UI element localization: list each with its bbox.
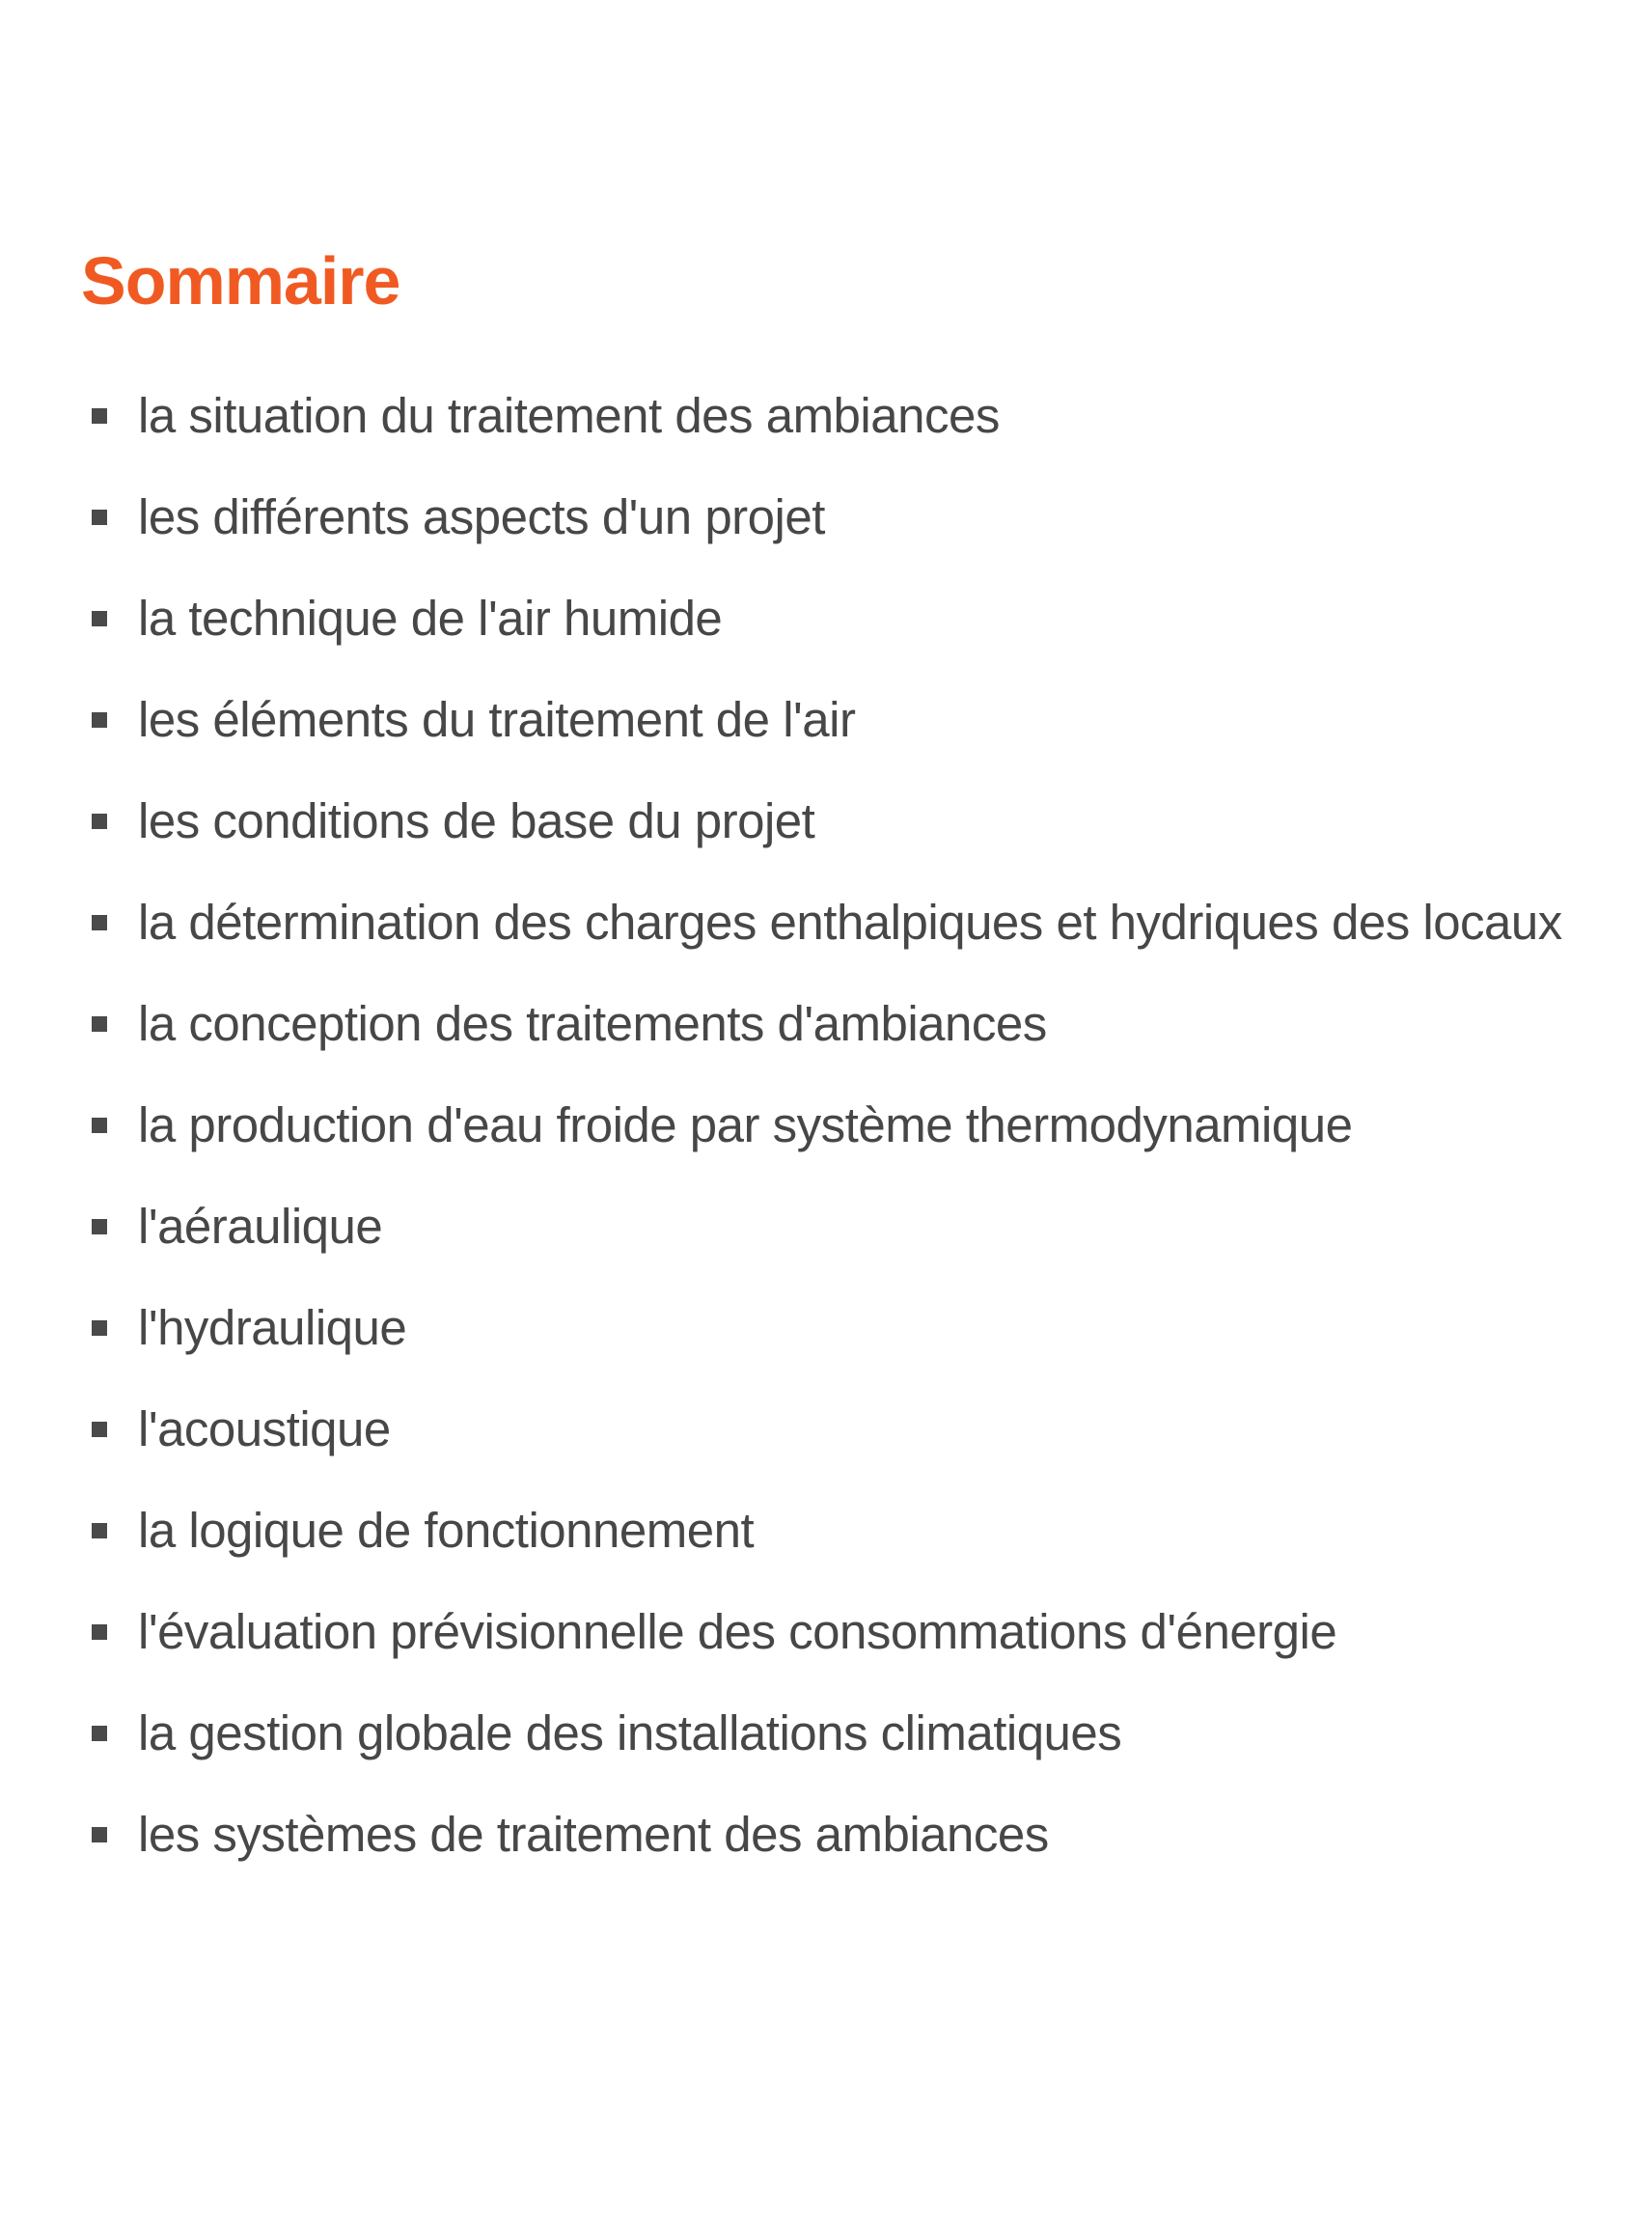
list-item-text: les conditions de base du projet: [138, 792, 815, 848]
list-item: [0, 1784, 1562, 1885]
list-item: [0, 1074, 1562, 1176]
square-bullet-icon: [92, 1016, 107, 1032]
list-item-text: la technique de l'air humide: [138, 590, 723, 646]
list-item: [0, 669, 1562, 770]
list-item-text: l'aéraulique: [138, 1198, 383, 1254]
square-bullet-icon: [92, 1219, 107, 1234]
list-item: [0, 1581, 1562, 1682]
square-bullet-icon: [92, 408, 107, 424]
square-bullet-icon: [92, 1320, 107, 1336]
list-item-text: la gestion globale des installations climatiques: [138, 1704, 1122, 1760]
square-bullet-icon: [92, 611, 107, 626]
list-item: [0, 466, 1562, 568]
list-item-text: l'hydraulique: [138, 1299, 407, 1355]
list-item: [0, 973, 1562, 1074]
list-item-text: la logique de fonctionnement: [138, 1502, 755, 1558]
square-bullet-icon: [92, 814, 107, 829]
list-item-text: la détermination des charges enthalpiques et hydriques des locaux: [138, 894, 1562, 950]
list-item: [0, 770, 1562, 872]
square-bullet-icon: [92, 1726, 107, 1741]
list-item: [0, 568, 1562, 669]
table-of-contents: [0, 365, 1562, 1885]
list-item-text: la production d'eau froide par système thermodynamique: [138, 1096, 1353, 1152]
list-item: [0, 1480, 1562, 1581]
square-bullet-icon: [92, 915, 107, 930]
square-bullet-icon: [92, 1118, 107, 1133]
list-item: [0, 1277, 1562, 1378]
square-bullet-icon: [92, 1422, 107, 1437]
list-item-text: les différents aspects d'un projet: [138, 488, 825, 544]
list-item: [0, 1176, 1562, 1277]
list-item: [0, 1378, 1562, 1480]
page-title: Sommaire: [81, 243, 400, 319]
square-bullet-icon: [92, 1827, 107, 1842]
list-item-text: les éléments du traitement de l'air: [138, 691, 856, 747]
list-item: [0, 1682, 1562, 1784]
list-item-text: la conception des traitements d'ambiances: [138, 995, 1047, 1051]
list-item: [0, 365, 1562, 466]
square-bullet-icon: [92, 510, 107, 525]
list-item-text: l'évaluation prévisionnelle des consommations d'énergie: [138, 1603, 1337, 1659]
list-item-text: l'acoustique: [138, 1400, 391, 1456]
list-item: [0, 872, 1562, 973]
square-bullet-icon: [92, 1523, 107, 1538]
list-item-text: les systèmes de traitement des ambiances: [138, 1806, 1049, 1862]
square-bullet-icon: [92, 1624, 107, 1640]
square-bullet-icon: [92, 712, 107, 728]
list-item-text: la situation du traitement des ambiances: [138, 387, 1000, 443]
